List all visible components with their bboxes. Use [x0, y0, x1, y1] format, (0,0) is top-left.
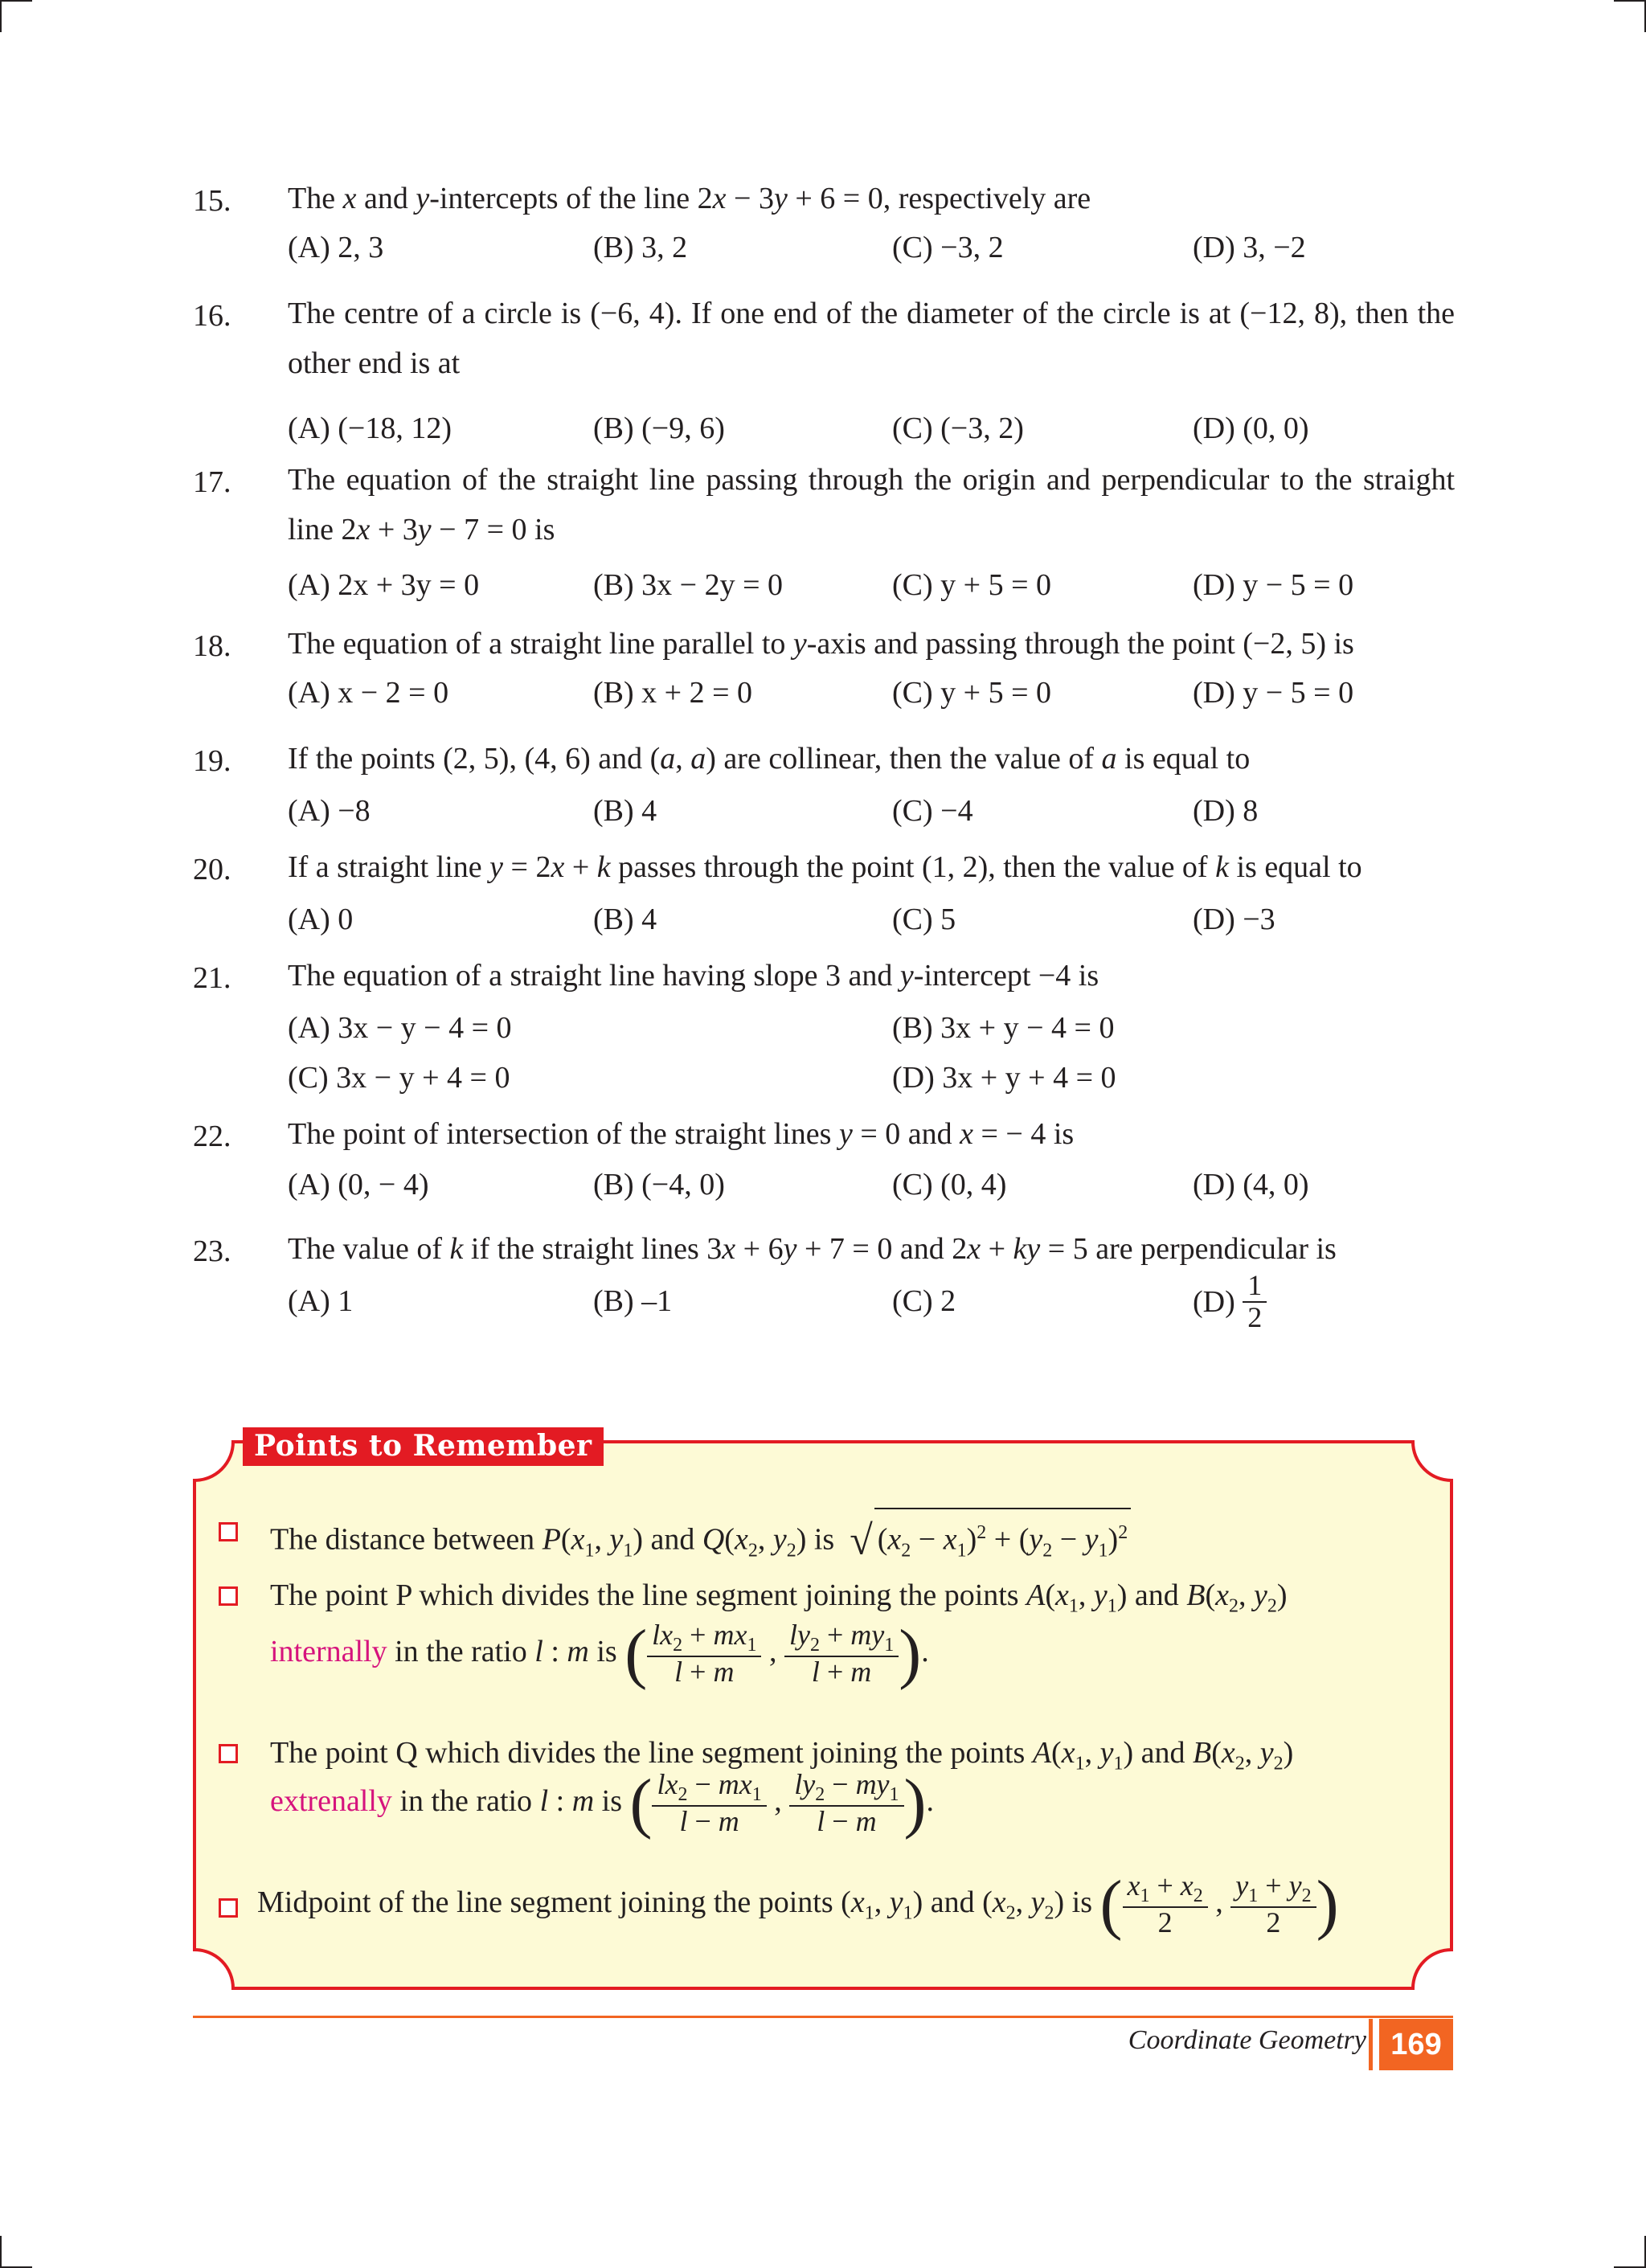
question-number: 15. [193, 184, 231, 218]
remember-item-distance [219, 1508, 1440, 1564]
option-c: (C) y + 5 = 0 [892, 568, 1052, 602]
remember-item-midpoint [219, 1867, 1440, 1963]
option-a: (A) 2, 3 [288, 231, 384, 264]
question-number: 16. [193, 299, 231, 333]
page-number: 169 [1379, 2019, 1453, 2070]
remember-formula: extrenally in the ratio l : m is ( $\frac{lx_2 - mx_1}{l - m}$ , $\frac{ly_2 - my_1}{l - m}$ ). [270, 1766, 935, 1841]
question-text: The x and y-intercepts of the line 2x − 3y + 6 = 0, respectively are [288, 182, 1091, 215]
footer-rule [193, 2016, 1453, 2018]
crop-mark [1614, 0, 1646, 2]
crop-mark [0, 0, 32, 2]
option-b: (B) (−4, 0) [593, 1168, 725, 1202]
highlight-word: internally [270, 1634, 387, 1668]
option-d: (D) y − 5 = 0 [1193, 676, 1354, 710]
question-text: The value of k if the straight lines 3x + 6y + 7 = 0 and 2x + ky = 5 are perpendicular is [288, 1232, 1337, 1266]
option-c: (C) 2 [892, 1284, 956, 1318]
option-d: (D) 3, −2 [1193, 231, 1306, 264]
question-text: The centre of a circle is (−6, 4). If one end of the diameter of the circle is at (−12, 8), then the other end is at [288, 297, 1455, 380]
option-b: (B) (−9, 6) [593, 411, 725, 445]
question-text: The equation of a straight line having slope 3 and y-intercept −4 is [288, 959, 1099, 993]
question-number: 22. [193, 1120, 231, 1153]
option-a: (A) (−18, 12) [288, 411, 452, 445]
question-text: If the points (2, 5), (4, 6) and (a, a) are collinear, then the value of a is equal to [288, 742, 1251, 776]
option-c: (C) 3x − y + 4 = 0 [288, 1061, 510, 1095]
crop-mark [0, 0, 2, 32]
option-b: (B) 3x − 2y = 0 [593, 568, 784, 602]
footer-divider [1369, 2019, 1373, 2070]
checkbox-bullet-icon [219, 1898, 238, 1918]
remember-text: Midpoint of the line segment joining the points ($x_1$, $y_1$) and ($x_2$, $y_2$) is ( $\frac{x_1 + x_2}{2}$ , $\frac{y_1 + y_2}{2}$ ) [257, 1867, 1339, 1943]
option-c: (C) −3, 2 [892, 231, 1004, 264]
question-number: 19. [193, 744, 231, 778]
question-number: 18. [193, 629, 231, 663]
option-b: (B) 4 [593, 903, 657, 936]
option-a: (A) 0 [288, 903, 354, 936]
option-a: (A) 2x + 3y = 0 [288, 568, 480, 602]
question-text: The equation of the straight line passing through the origin and perpendicular to the straight line 2x + 3y − 7 = 0 is [288, 463, 1455, 547]
option-c: (C) (−3, 2) [892, 411, 1024, 445]
checkbox-bullet-icon [219, 1744, 238, 1763]
question-number: 23. [193, 1234, 231, 1268]
option-d: (D) 3x + y + 4 = 0 [892, 1061, 1116, 1095]
option-d [1193, 1271, 1267, 1333]
option-b: (B) x + 2 = 0 [593, 676, 753, 710]
question-text: The equation of a straight line parallel to y-axis and passing through the point (−2, 5) is [288, 627, 1354, 661]
option-b: (B) 3x + y − 4 = 0 [892, 1011, 1115, 1045]
remember-text: The point P which divides the line segment joining the points $A(x_1$, $y_1$) and $B(x_2$, $y_2$) [270, 1578, 1288, 1617]
option-a: (A) (0, − 4) [288, 1168, 429, 1202]
points-to-remember-title: Points to Remember [243, 1427, 604, 1466]
crop-mark [0, 2236, 2, 2268]
option-b: (B) –1 [593, 1284, 673, 1318]
option-c: (C) 5 [892, 903, 956, 936]
question-text: If a straight line y = 2x + k passes through the point (1, 2), then the value of k is equal to [288, 850, 1362, 884]
points-to-remember-box [193, 1429, 1453, 1990]
option-c: (C) (0, 4) [892, 1168, 1007, 1202]
option-b: (B) 3, 2 [593, 231, 688, 264]
option-a: (A) −8 [288, 794, 371, 828]
question-number: 20. [193, 853, 231, 886]
remember-text: The point Q which divides the line segment joining the points $A(x_1$, $y_1$) and $B(x_2$, $y_2$) [270, 1736, 1294, 1775]
question-number: 21. [193, 961, 231, 995]
checkbox-bullet-icon [219, 1522, 238, 1541]
remember-text: The distance between $P(x_1$, $y_1$) and $Q(x_2$, $y_2$) is √ $(x_2 - x_1)^2 + (y_2 - y_1)^2$ [270, 1508, 1131, 1574]
option-b: (B) 4 [593, 794, 657, 828]
option-a: (A) 3x − y − 4 = 0 [288, 1011, 512, 1045]
question-number: 17. [193, 465, 231, 499]
option-d: (D) 8 [1193, 794, 1259, 828]
remember-formula: internally in the ratio l : m is ( $\frac{lx_2 + mx_1}{l + m}$ , $\frac{ly_2 + my_1}{l + m}$ ). [270, 1616, 929, 1692]
remember-item-internal-division [219, 1572, 1440, 1693]
question-text: The point of intersection of the straight lines y = 0 and x = − 4 is [288, 1117, 1075, 1151]
option-a: (A) x − 2 = 0 [288, 676, 449, 710]
option-a: (A) 1 [288, 1284, 354, 1318]
chapter-title: Coordinate Geometry [1128, 2025, 1366, 2055]
remember-item-external-division [219, 1730, 1440, 1842]
option-d-label: (D) [1193, 1284, 1235, 1319]
checkbox-bullet-icon [219, 1586, 238, 1606]
option-d: (D) −3 [1193, 903, 1275, 936]
option-c: (C) y + 5 = 0 [892, 676, 1052, 710]
option-d: (D) (0, 0) [1193, 411, 1309, 445]
option-c: (C) −4 [892, 794, 973, 828]
fraction: $\frac{1}{2}$ [1243, 1271, 1267, 1333]
highlight-word: extrenally [270, 1783, 392, 1818]
option-d: (D) (4, 0) [1193, 1168, 1309, 1202]
option-d: (D) y − 5 = 0 [1193, 568, 1354, 602]
